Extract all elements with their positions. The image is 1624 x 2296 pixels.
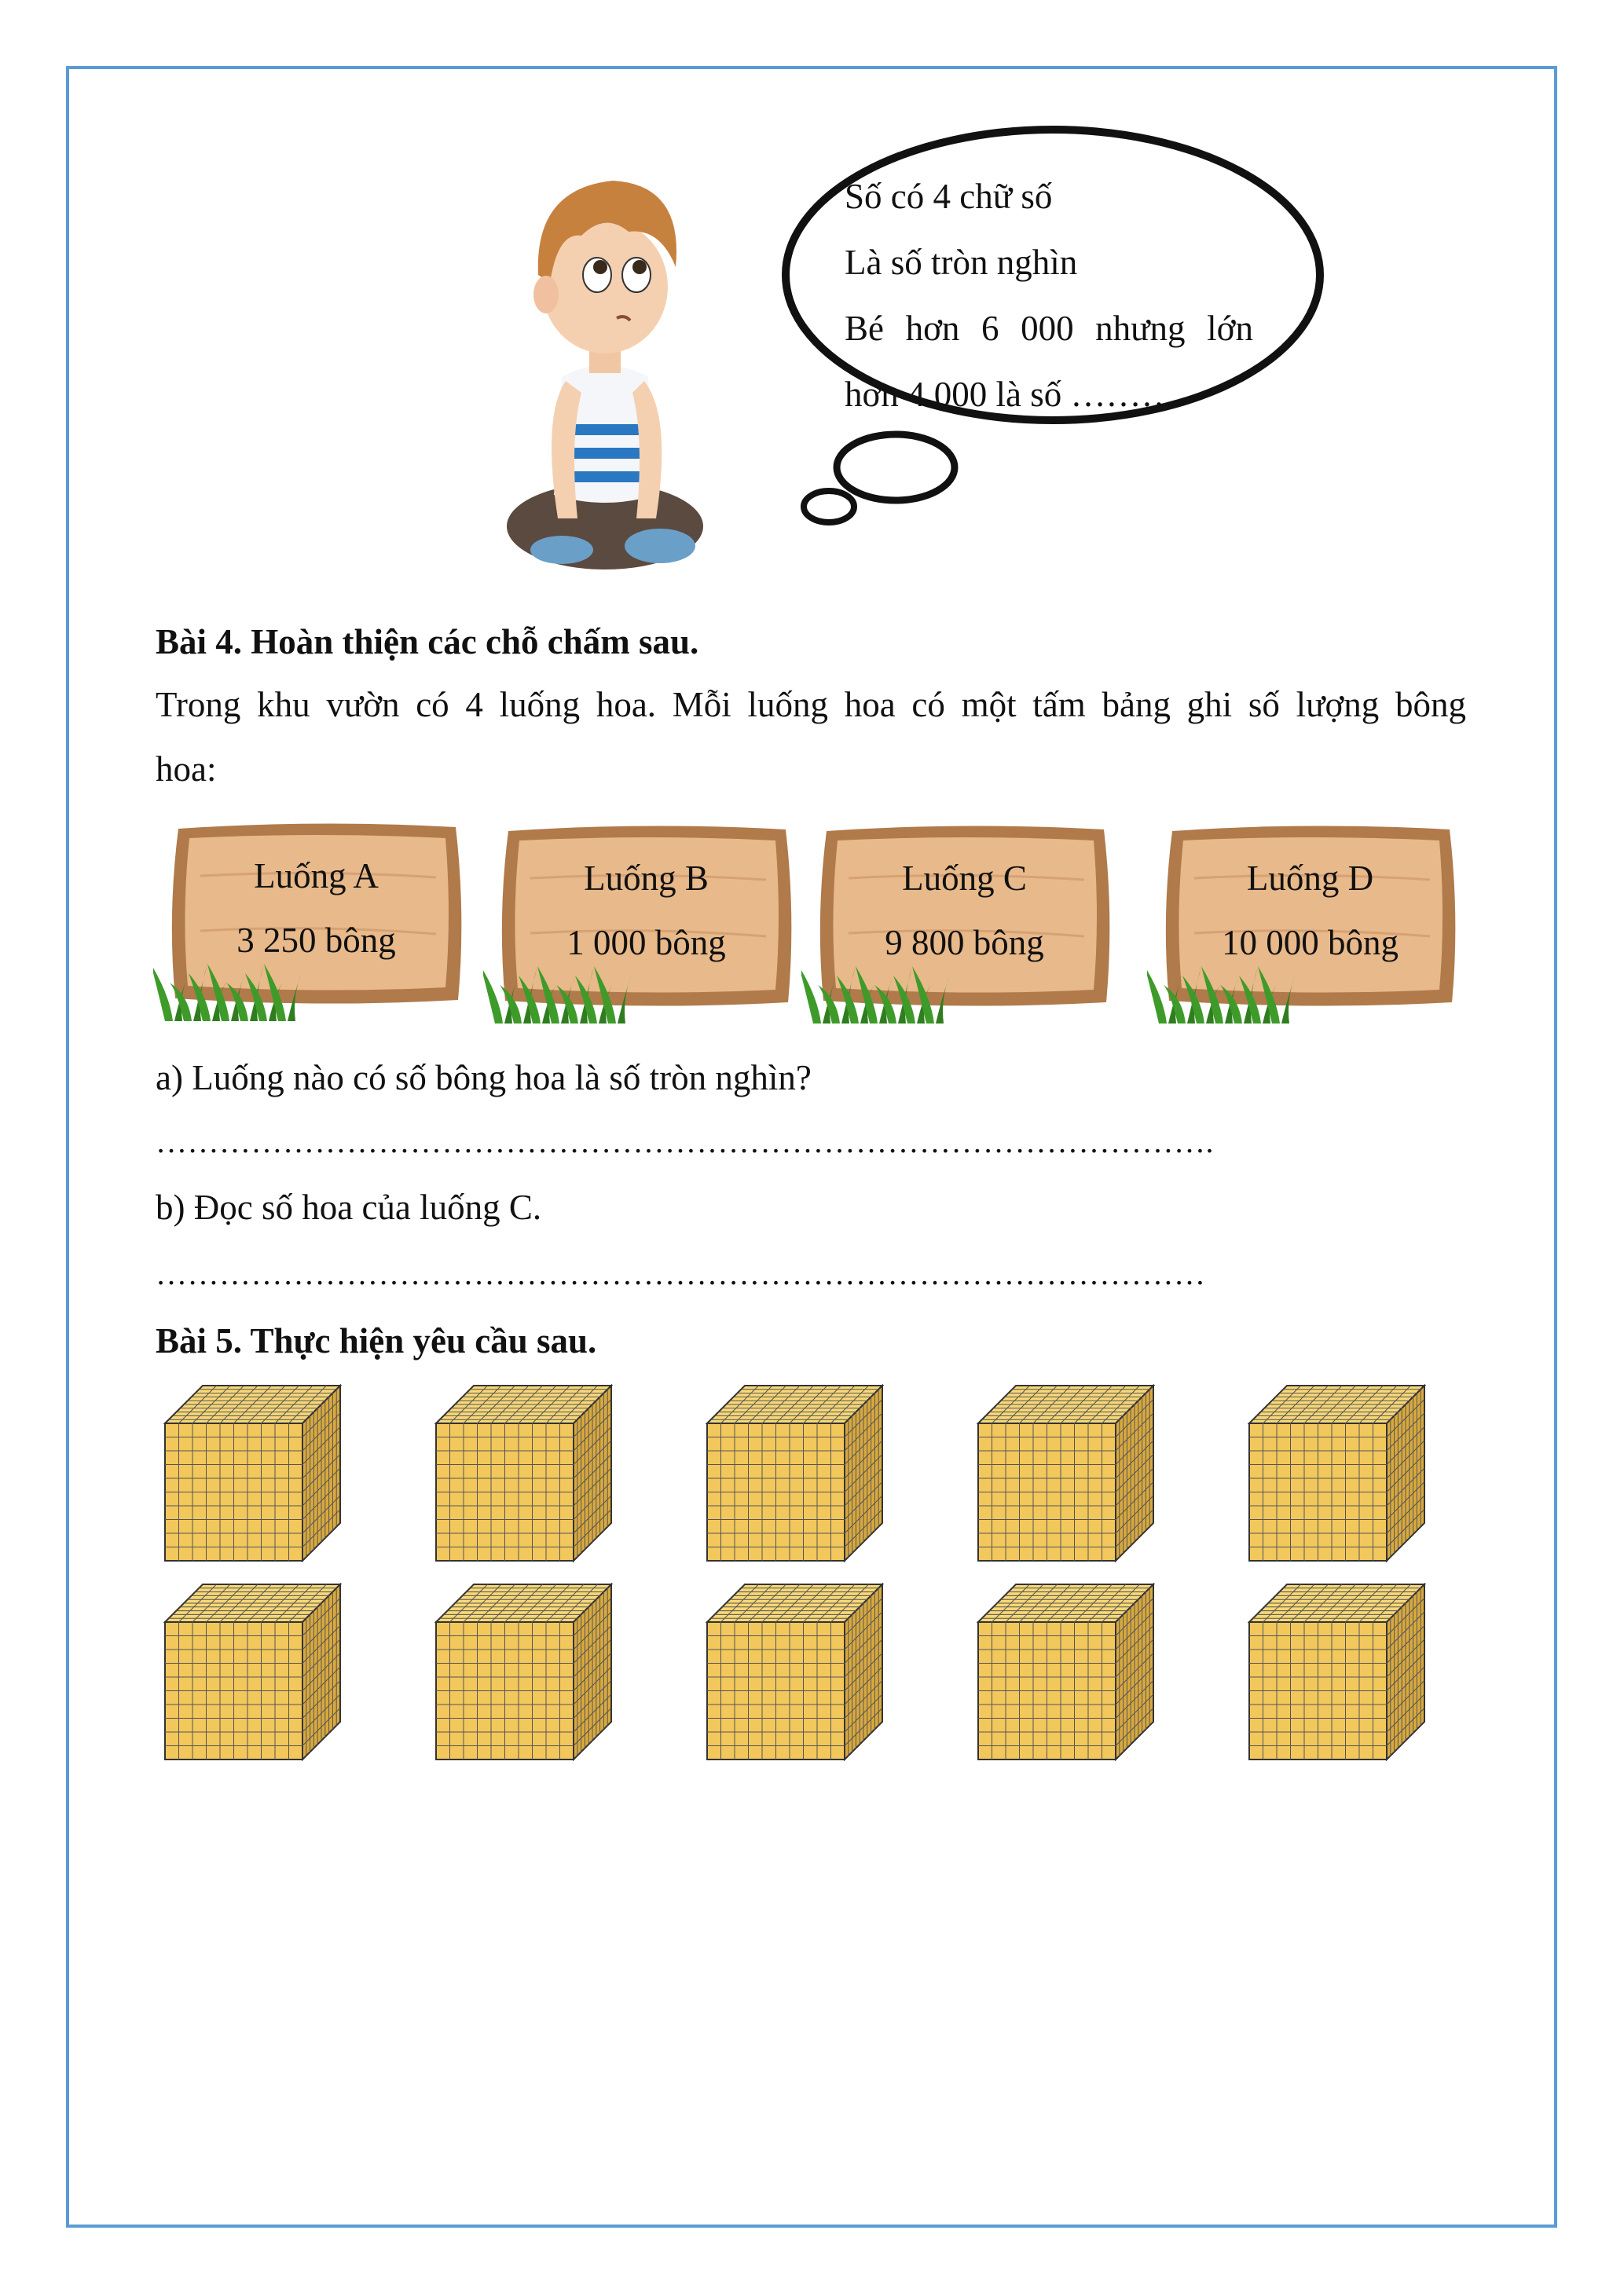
thousand-cube: [1248, 1583, 1426, 1761]
thousand-cube: [706, 1583, 884, 1761]
grass-icon: [1147, 962, 1296, 1025]
bubble-word: nhưng: [1095, 309, 1186, 348]
intro-word: một: [961, 685, 1017, 724]
bubble-word: 000: [1021, 309, 1074, 348]
grass-icon: [801, 962, 951, 1025]
intro-word: luống: [499, 685, 581, 724]
intro-word: luống: [747, 685, 828, 724]
intro-word: Mỗi: [672, 685, 731, 724]
sign-count: 1 000 bông: [566, 923, 726, 962]
question-a: a) Luống nào có số bông hoa là số tròn nghìn?: [156, 1058, 812, 1097]
sign-name: Luống C: [902, 859, 1027, 898]
sign-d: [1163, 823, 1457, 1008]
question-b: b) Đọc số hoa của luống C.: [156, 1188, 542, 1227]
intro-word: hoa.: [596, 685, 657, 724]
intro-word: khu: [257, 685, 310, 724]
intro-word: ghi: [1186, 685, 1233, 724]
answer-line-b[interactable]: ………………………………………………………………………………………: [156, 1256, 1206, 1291]
bai4-intro-line2: hoa:: [156, 749, 217, 789]
sign-name: Luống A: [254, 856, 379, 895]
intro-word: số: [1248, 685, 1280, 724]
bubble-line-3: [845, 311, 1253, 346]
bubble-word: Bé: [845, 309, 884, 348]
sign-name: Luống B: [584, 859, 709, 898]
intro-word: bảng: [1102, 685, 1171, 724]
bubble-line-2: Là số tròn nghìn: [845, 243, 1078, 282]
bubble-word: hơn: [905, 309, 960, 348]
thousand-cube: [706, 1384, 884, 1562]
thousand-cube: [434, 1384, 613, 1562]
sign-count: 9 800 bông: [885, 923, 1044, 962]
grass-icon: [483, 962, 632, 1025]
sign-c: [817, 823, 1112, 1008]
thousand-cube: [434, 1583, 613, 1761]
thousand-cube: [977, 1583, 1155, 1761]
thousand-cube: [163, 1583, 342, 1761]
intro-word: vườn: [326, 685, 400, 724]
bai5-title: Bài 5. Thực hiện yêu cầu sau.: [156, 1321, 597, 1360]
thousand-cube: [977, 1384, 1155, 1562]
boy-illustration: [487, 157, 715, 581]
sign-b: [499, 823, 794, 1008]
intro-word: tấm: [1032, 685, 1086, 724]
intro-word: Trong: [156, 685, 241, 724]
thousand-cube: [1248, 1384, 1426, 1562]
bubble-word: 6: [981, 309, 999, 348]
grass-icon: [153, 960, 302, 1023]
intro-word: hoa: [844, 685, 896, 724]
intro-word: bông: [1395, 685, 1466, 724]
intro-word: có: [911, 685, 945, 724]
thousand-cube: [163, 1384, 342, 1562]
bubble-line-1: Số có 4 chữ số: [845, 177, 1053, 216]
answer-line-a[interactable]: ……………………………………………………………………………………….: [156, 1124, 1214, 1159]
sign-count: 3 250 bông: [236, 921, 396, 960]
sign-a: [169, 821, 464, 1005]
intro-word: 4: [465, 685, 483, 724]
bai4-title: Bài 4. Hoàn thiện các chỗ chấm sau.: [156, 622, 699, 661]
intro-word: có: [416, 685, 449, 724]
bubble-line-4: hơn 4 000 là số ………: [845, 375, 1177, 414]
sign-name: Luống D: [1246, 859, 1374, 898]
bai4-intro-line1: [156, 683, 1466, 726]
sign-count: 10 000 bông: [1222, 923, 1399, 962]
intro-word: lượng: [1296, 685, 1380, 724]
bubble-word: lớn: [1207, 309, 1253, 348]
